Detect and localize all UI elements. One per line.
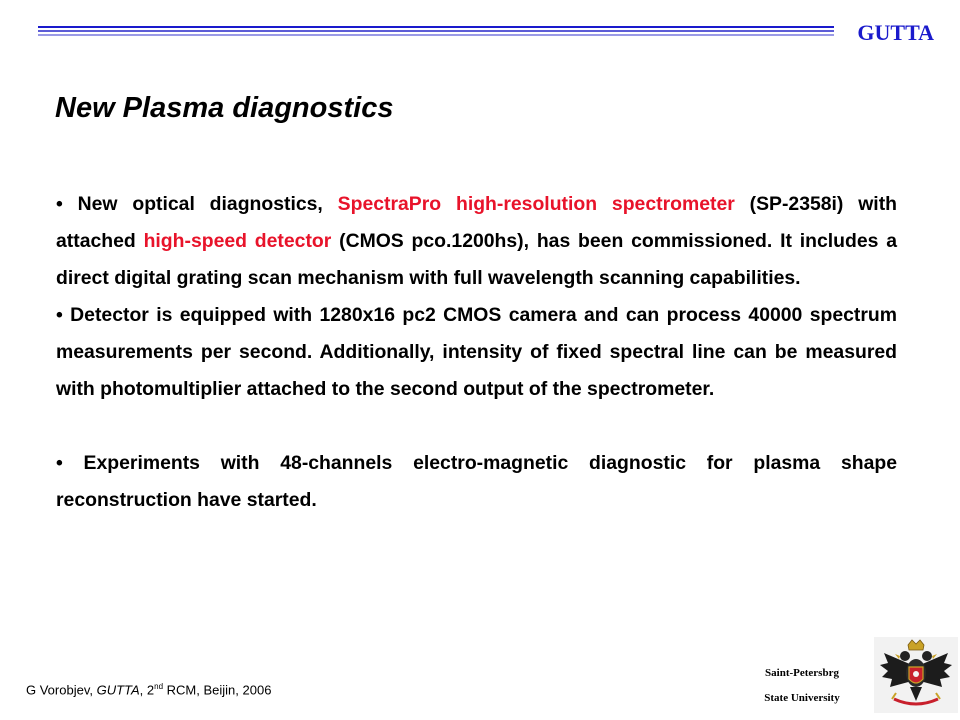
bullet-item: • Experiments with 48-channels electro-magnetic diagnostic for plasma shape reconstruction have started. xyxy=(56,452,897,511)
university-emblem-icon xyxy=(874,637,958,713)
header-rule xyxy=(38,26,834,40)
university-name: Saint-Petersbrg State University xyxy=(764,667,840,704)
bullet-marker: • xyxy=(56,193,63,215)
bullet-marker: • xyxy=(56,304,63,326)
bullet-marker: • xyxy=(56,452,63,474)
slide-title: New Plasma diagnostics xyxy=(55,92,394,124)
bullet-item: • Detector is equipped with 1280x16 pc2 CMOS camera and can process 40000 spectrum measurements per second. Additionally, intensity of fixed spectral line can be measured with photomultiplier attached to the second output of the spectrometer. xyxy=(56,304,897,400)
bullet-item: • New optical diagnostics, SpectraPro high-resolution spectrometer (SP-2358i) with attached high-speed detector (CMOS pco.1200hs), has been commissioned. It includes a direct digital grating scan mechanism with full wavelength scanning capabilities. xyxy=(56,193,898,289)
highlight-detector: high-speed detector xyxy=(143,230,332,252)
header-title: GUTTA xyxy=(857,20,934,45)
highlight-spectrometer: SpectraPro high-resolution spectrometer xyxy=(337,193,735,215)
footer-citation: G Vorobjev, GUTTA, 2nd RCM, Beijin, 2006 xyxy=(26,682,272,698)
slide-content xyxy=(56,186,897,519)
